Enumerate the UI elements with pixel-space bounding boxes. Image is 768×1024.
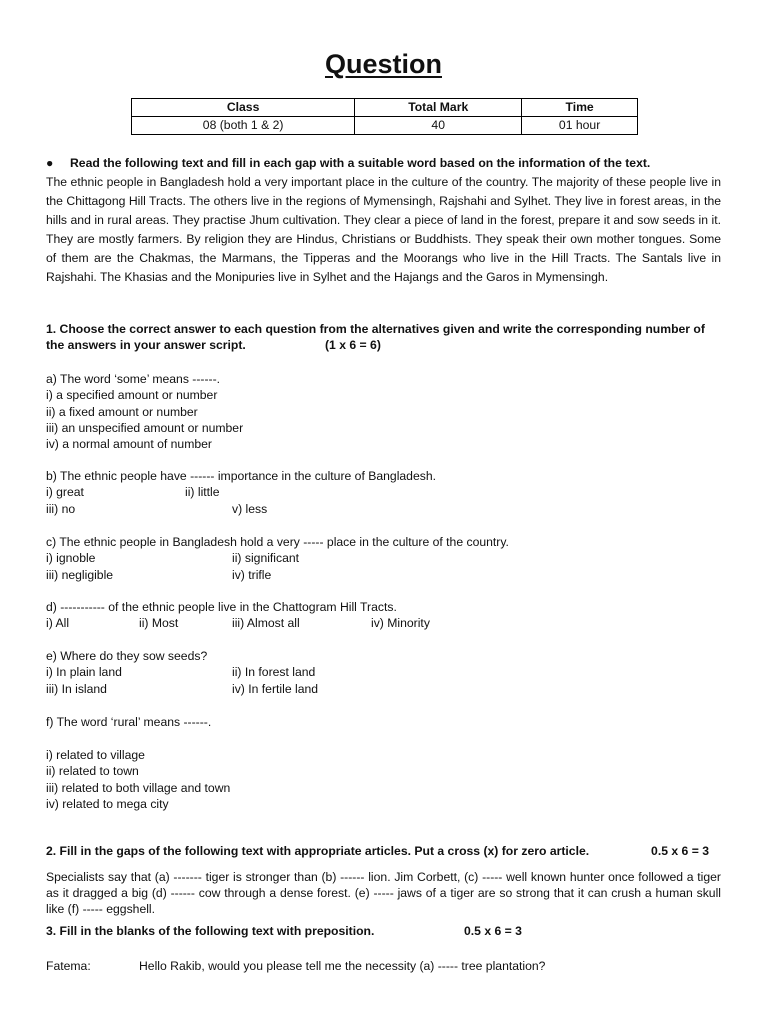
q2-text: Specialists say that (a) ------- tiger is stronger than (b) ------ lion. Jim Corbett, (c) ----- well known hunter once followed a tiger as it dragged a big (d) ------ cow through a dense forest. (e) ----- jaws of a tiger are so strong that it can crush a human skull like (f) ----- eggshell. [46, 870, 721, 916]
q1-d-stem: d) ----------- of the ethnic people live in the Chattogram Hill Tracts. [46, 600, 397, 614]
instruction [46, 155, 721, 171]
q1-f-stem: f) The word ‘rural’ means ------. [46, 715, 212, 729]
q1-c-stem: c) The ethnic people in Bangladesh hold a very ----- place in the culture of the country. [46, 535, 509, 549]
q1-d [46, 599, 721, 632]
q1-a-stem: a) The word ‘some’ means ------. [46, 372, 221, 386]
q1-f-option-1: i) related to village [46, 748, 145, 762]
q3-marks: 0.5 x 6 = 3 [464, 924, 522, 938]
header-time: Time [522, 99, 638, 117]
q3-speaker: Fatema: [46, 959, 91, 973]
q1-c-options-row1 [46, 550, 721, 566]
q2-marks: 0.5 x 6 = 3 [651, 844, 709, 858]
q1-c-options-row2 [46, 567, 721, 583]
value-time: 01 hour [522, 117, 638, 135]
q1-b-options-row1 [46, 484, 721, 500]
q3-heading: 3. Fill in the blanks of the following text with preposition. [46, 924, 375, 938]
q1-heading-line2 [46, 337, 721, 353]
q1-b-option-4: v) less [232, 501, 268, 516]
q1-e [46, 648, 721, 697]
q1-b-stem: b) The ethnic people have ------ importance in the culture of Bangladesh. [46, 469, 436, 483]
q1-d-option-3: iii) Almost all [232, 616, 300, 631]
info-table [131, 98, 638, 135]
q1-a-option-4: iv) a normal amount of number [46, 437, 212, 452]
value-total-mark: 40 [355, 117, 522, 135]
q2-heading-row [46, 843, 721, 859]
value-class: 08 (both 1 & 2) [132, 117, 355, 135]
header-total-mark: Total Mark [355, 99, 522, 117]
q1-b-options-row2 [46, 501, 721, 517]
q3-line: Hello Rakib, would you please tell me the necessity (a) ----- tree plantation? [139, 959, 546, 973]
q1-b-option-1: i) great [46, 485, 84, 500]
q3-dialogue-line [46, 958, 721, 974]
q1-e-option-2: ii) In forest land [232, 665, 316, 680]
q1-b [46, 468, 721, 517]
q1-f-option-4: iv) related to mega city [46, 796, 169, 811]
page-title: Question [324, 49, 442, 79]
q1-marks: (1 x 6 = 6) [325, 338, 381, 353]
q1-d-option-2: ii) Most [139, 616, 179, 631]
q1-b-option-2: ii) little [185, 485, 220, 500]
info-table-row [132, 117, 638, 135]
q1-heading [46, 321, 721, 354]
q1-f-option-2: ii) related to town [46, 764, 139, 779]
q1-e-options-row2 [46, 681, 721, 697]
q1-f-option-3: iii) related to both village and town [46, 780, 231, 795]
q1-c-option-4: iv) trifle [232, 567, 272, 582]
q1-c-option-2: ii) significant [232, 551, 300, 566]
q1-heading-line2-text: the answers in your answer script. [46, 338, 246, 353]
q1-b-option-3: iii) no [46, 501, 76, 516]
q1-a-option-2: ii) a fixed amount or number [46, 404, 198, 419]
header-class: Class [132, 99, 355, 117]
q1-a-option-3: iii) an unspecified amount or number [46, 420, 244, 435]
q1-heading-line1: 1. Choose the correct answer to each question from the alternatives given and write the corresponding number of [46, 322, 705, 336]
q1-e-option-4: iv) In fertile land [232, 681, 319, 696]
q1-a-option-1: i) a specified amount or number [46, 388, 218, 403]
q1-d-options [46, 615, 721, 631]
info-table-header [132, 99, 638, 117]
passage: The ethnic people in Bangladesh hold a very important place in the culture of the country. The majority of these people live in the Chittagong Hill Tracts. The others live in the regions of Mymensingh, Rajshahi and Sylhet. They live in forest areas, in the hills and in rural areas. They practise Jhum cultivation. They clear a piece of land in the forest, prepare it and sow seeds in it. They are mostly farmers. By religion they are Hindus, Christians or Buddhists. They speak their own mother tongues. Some of them are the Chakmas, the Marmans, the Tipperas and the Moorangs who live in the Hill Tracts. The Santals live in Rajshahi. The Khasias and the Monipuries live in Sylhet and the Hajangs and the Garos in Mymensingh. [46, 175, 721, 284]
q1-d-option-1: i) All [46, 616, 70, 631]
bullet-icon: ● [46, 156, 54, 170]
q2-heading: 2. Fill in the gaps of the following text with appropriate articles. Put a cross (x) for zero article. [46, 844, 590, 858]
q3-heading-row [46, 923, 721, 939]
q1-c [46, 534, 721, 583]
q1-a [46, 371, 721, 452]
q1-e-stem: e) Where do they sow seeds? [46, 649, 208, 663]
q1-c-option-3: iii) negligible [46, 567, 114, 582]
q1-e-options-row1 [46, 664, 721, 680]
q1-f [46, 714, 721, 730]
instruction-text: Read the following text and fill in each gap with a suitable word based on the information of the text. [70, 156, 651, 170]
q1-d-option-4: iv) Minority [371, 616, 430, 631]
q1-f-options [46, 747, 721, 812]
q1-c-option-1: i) ignoble [46, 551, 96, 566]
q1-e-option-1: i) In plain land [46, 665, 122, 680]
q1-e-option-3: iii) In island [46, 681, 107, 696]
